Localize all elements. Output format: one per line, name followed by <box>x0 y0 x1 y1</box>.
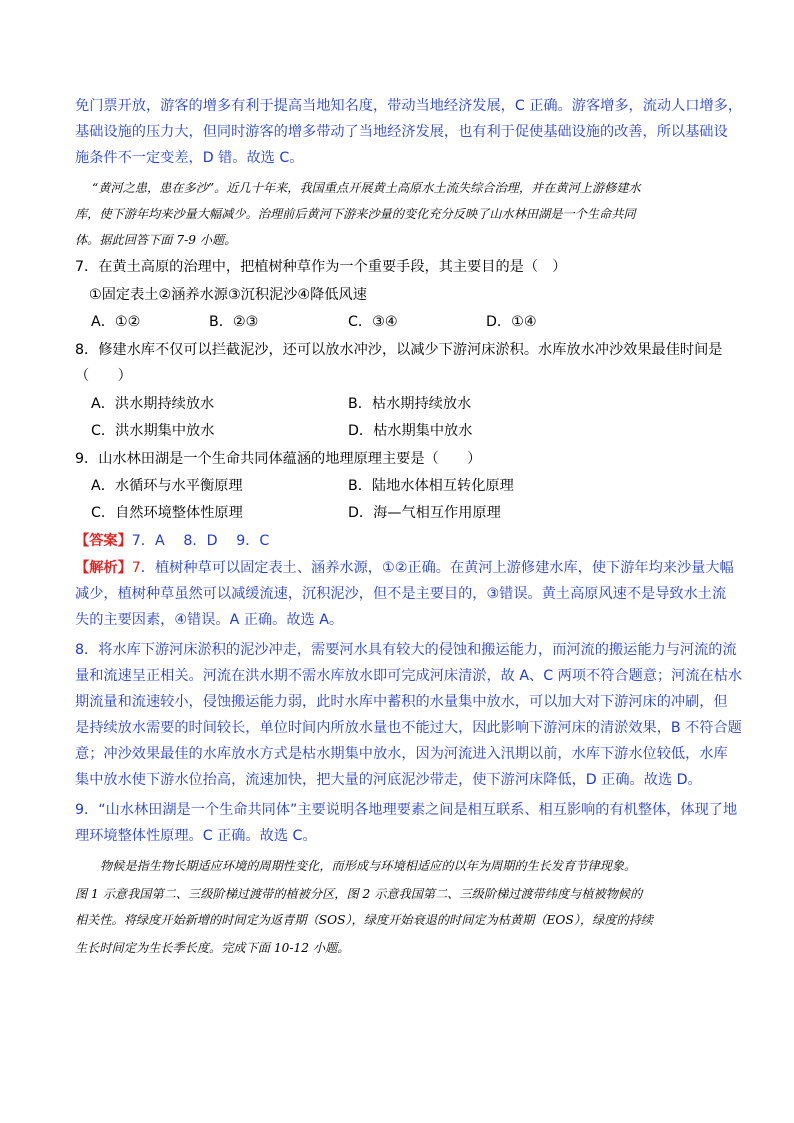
q9-option-a: A．水循环与水平衡原理 <box>91 478 243 494</box>
analysis-label: 【解析】 <box>75 560 132 576</box>
passage1-line-2: 库，使下游年均来沙量大幅减少。治理前后黄河下游来沙量的变化充分反映了山水林田湖是一个生命共同 <box>75 207 636 221</box>
analysis-line-1 <box>75 558 734 578</box>
analysis-q9-line-2: 理环境整体性原理。C 正确。故选 C。 <box>75 828 317 844</box>
passage2-line-4: 生长时间定为生长季长度。完成下面 10-12 小题。 <box>75 941 350 955</box>
analysis-q8-line-2: 量和流速呈正相关。河流在洪水期不需水库放水即可完成河床清淤，故 A、C 两项不符合题意；河流在枯水 <box>75 668 743 684</box>
q9-stem: 9．山水林田湖是一个生命共同体蕴涵的地理原理主要是（ ） <box>75 451 482 467</box>
passage2-line-1: 物候是指生物长期适应环境的周期性变化，而形成与环境相适应的以年为周期的生长发育节律现象。 <box>100 859 637 873</box>
intro-line-3: 施条件不一定变差，D 错。故选 C。 <box>75 150 304 166</box>
q9-option-b: B．陆地水体相互转化原理 <box>348 478 514 494</box>
analysis-q8-line-4: 是持续放水需要的时间较长，单位时间内所放水量也不能过大，因此影响下游河床的清淤效果，B 不符合题 <box>75 720 742 736</box>
q8-option-c: C．洪水期集中放水 <box>91 423 215 439</box>
intro-line-2: 基础设施的压力大，但同时游客的增多带动了当地经济发展，也有利于促使基础设施的改善，所以基础设 <box>75 124 728 140</box>
q8-option-b: B．枯水期持续放水 <box>348 396 472 412</box>
intro-line-1: 免门票开放，游客的增多有利于提高当地知名度，带动当地经济发展，C 正确。游客增多，流动人口增多， <box>75 98 743 114</box>
q7-option-c: C．③④ <box>348 314 398 330</box>
analysis-line-3: 失的主要因素，④错误。A 正确。故选 A。 <box>75 612 344 628</box>
q9-option-c: C．自然环境整体性原理 <box>91 505 243 521</box>
passage2-line-3: 相关性。将绿度开始新增的时间定为返青期（SOS），绿度开始衰退的时间定为枯黄期（EOS），绿度的持续 <box>75 913 653 927</box>
analysis-q8-line-6: 集中放水使下游水位抬高，流速加快，把大量的河底泥沙带走，使下游河床降低，D 正确。故选 D。 <box>75 772 702 788</box>
q9-option-d: D．海—气相互作用原理 <box>348 505 501 521</box>
analysis-q9-line-1: 9．“山水林田湖是一个生命共同体”主要说明各地理要素之间是相互联系、相互影响的有机整体，体现了地 <box>75 802 738 818</box>
analysis-q8-line-5: 意；冲沙效果最佳的水库放水方式是枯水期集中放水，因为河流进入汛期以前，水库下游水位较低，水库 <box>75 746 728 762</box>
analysis-q8-line-1: 8．将水库下游河床淤积的泥沙冲走，需要河水具有较大的侵蚀和搬运能力，而河流的搬运能力与河流的流 <box>75 642 737 658</box>
answer-row <box>75 531 725 551</box>
q8-stem-line-1: 8．修建水库不仅可以拦截泥沙，还可以放水冲沙，以减少下游河床淤积。水库放水冲沙效果最佳时间是 <box>75 342 723 358</box>
passage2-line-2: 图 1 示意我国第二、三级阶梯过渡带的植被分区，图 2 示意我国第二、三级阶梯过渡带纬度与植被物候的 <box>75 887 643 901</box>
answer-label: 【答案】 <box>75 533 132 549</box>
passage1-line-1: “黄河之患，患在多沙”。近几十年来，我国重点开展黄土高原水土流失综合治理，并在黄河上游修建水 <box>92 181 641 195</box>
q7-option-b: B．②③ <box>209 314 259 330</box>
analysis-q8-line-3: 期流量和流速较小，侵蚀搬运能力弱，此时水库中蓄积的水量集中放水，可以加大对下游河床的冲刷，但 <box>75 694 728 710</box>
q7-option-d: D．①④ <box>486 314 537 330</box>
q8-option-d: D．枯水期集中放水 <box>348 423 473 439</box>
q8-stem-line-2: （ ） <box>75 368 132 384</box>
q7-items: ①固定表土②涵养水源③沉积泥沙④降低风速 <box>89 287 367 303</box>
answer-text: 7．A 8．D 9．C <box>131 533 270 549</box>
analysis-q7-number: 7 <box>131 560 141 576</box>
analysis-line-2: 减少，植树种草虽然可以减缓流速，沉积泥沙，但不是主要目的，③错误。黄土高原风速不是导致水土流 <box>75 586 727 602</box>
q7-stem: 7．在黄土高原的治理中，把植树种草作为一个重要手段，其主要目的是（ ） <box>75 259 567 275</box>
analysis-q7-text: ．植树种草可以固定表土、涵养水源，①②正确。在黄河上游修建水库，使下游年均来沙量大幅 <box>140 560 734 576</box>
q8-option-a: A．洪水期持续放水 <box>91 396 215 412</box>
passage1-line-3: 体。据此回答下面 7-9 小题。 <box>75 233 237 247</box>
q7-option-a: A．①② <box>91 314 141 330</box>
